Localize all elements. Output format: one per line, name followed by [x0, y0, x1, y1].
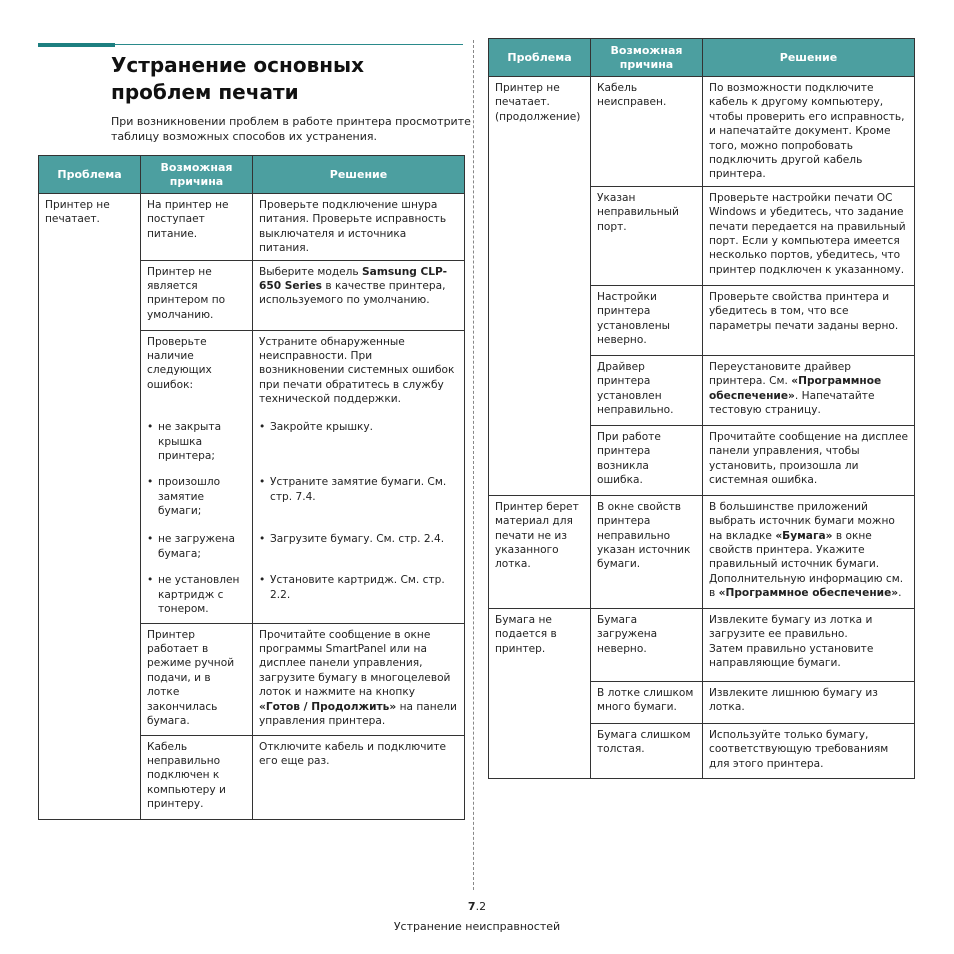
problem-cell: Бумага не подается в принтер. — [489, 608, 591, 778]
bullet-item — [259, 475, 458, 504]
text: в качестве принтера, используемого по умолчанию. — [259, 280, 446, 307]
page-title: Устранение основных проблем печати — [111, 53, 365, 104]
cause-cell: В лотке слишком много бумаги. — [591, 681, 703, 723]
bold-text: «Программное обеспечение» — [718, 587, 899, 600]
bullet-text: Закройте крышку. — [270, 421, 374, 434]
text: Извлеките лишнюю бумагу из лотка. — [709, 686, 878, 714]
bullet-item — [147, 420, 246, 463]
bullet-item — [259, 420, 458, 434]
solution-cell — [253, 260, 465, 330]
text: Проверьте подключение шнура питания. Проверьте исправность выключателя и источника питания. — [259, 199, 447, 255]
text: Прочитайте сообщение в окне программы SmartPanel или на дисплее панели управления, загрузите бумагу в многоцелевой лоток и нажмите на кнопку — [259, 628, 451, 699]
bullet-item — [147, 475, 246, 518]
solution-cell — [703, 681, 915, 723]
troubleshooting-table-right — [488, 38, 915, 779]
cause-cell: На принтер не поступает питание. — [141, 194, 253, 261]
solution-cell — [253, 416, 465, 471]
solution-cell — [703, 355, 915, 425]
header-cause: Возможная причина — [141, 156, 253, 194]
text: Прочитайте сообщение на дисплее панели управления, чтобы установить, произошла ли системная ошибка. — [709, 430, 908, 487]
intro-text: При возникновении проблем в работе принтера просмотрите таблицу возможных способов их устранения. — [111, 115, 471, 143]
text: Проверьте свойства принтера и убедитесь в том, что все параметры печати заданы верно. — [709, 290, 899, 332]
table-row — [39, 194, 465, 261]
table-header-row — [489, 39, 915, 77]
solution-cell — [703, 186, 915, 285]
solution-cell — [253, 194, 465, 261]
bullet-item — [259, 573, 458, 602]
bullet-icon: • — [259, 476, 266, 489]
bold-text: «Бумага» — [775, 529, 833, 542]
bullet-icon: • — [259, 574, 266, 587]
bold-text: «Готов / Продолжить» — [259, 700, 397, 713]
solution-cell — [703, 425, 915, 495]
header-problem: Проблема — [489, 39, 591, 77]
bullet-text: Устраните замятие бумаги. См. стр. 7.4. — [270, 476, 447, 503]
cause-cell — [141, 569, 253, 623]
text: Используйте только бумагу, соответствующую требованиям для этого принтера. — [709, 728, 889, 770]
bullet-icon: • — [147, 421, 154, 434]
bullet-icon: • — [147, 476, 154, 489]
cause-cell: Проверьте наличие следующих ошибок: — [141, 330, 253, 416]
problem-cell: Принтер берет материал для печати не из указанного лотка. — [489, 495, 591, 608]
cause-cell: Принтер работает в режиме ручной подачи, и в лотке закончилась бумага. — [141, 623, 253, 735]
cause-cell — [141, 471, 253, 528]
bullet-text: Установите картридж. См. стр. 2.2. — [270, 574, 445, 601]
header-problem: Проблема — [39, 156, 141, 194]
page-number: 7.2 — [467, 900, 487, 913]
text: Выберите модель — [259, 265, 363, 278]
header-solution: Решение — [253, 156, 465, 194]
text: По возможности подключите кабель к другому компьютеру, чтобы проверить его исправность, и напечатайте документ. Кроме того, можно попробовать подключить другой кабель принтера. — [709, 82, 905, 181]
table-header-row — [39, 156, 465, 194]
cause-cell: Настройки принтера установлены неверно. — [591, 285, 703, 355]
cause-cell: Кабель неправильно подключен к компьютеру и принтеру. — [141, 735, 253, 819]
solution-cell — [703, 285, 915, 355]
solution-cell — [703, 495, 915, 608]
bullet-icon: • — [259, 533, 266, 546]
cause-cell: Кабель неисправен. — [591, 77, 703, 187]
cause-cell — [141, 416, 253, 471]
text: Отключите кабель и подключите его еще раз. — [259, 740, 447, 768]
header-solution: Решение — [703, 39, 915, 77]
text: в окне свойств принтера. Укажите правильный источник бумаги. Дополнительную информацию см. в — [709, 529, 904, 600]
cause-cell: Указан неправильный порт. — [591, 186, 703, 285]
cause-cell: Драйвер принтера установлен неправильно. — [591, 355, 703, 425]
bullet-icon: • — [259, 421, 266, 434]
text: Устраните обнаруженные неисправности. При возникновении системных ошибок при печати обратитесь в службу технической поддержки. — [259, 335, 455, 406]
bullet-item — [259, 532, 458, 546]
cause-cell — [141, 528, 253, 569]
bullet-icon: • — [147, 574, 154, 587]
solution-cell — [253, 569, 465, 623]
header-cause: Возможная причина — [591, 39, 703, 77]
bullet-text: произошло замятие бумаги; — [158, 476, 221, 517]
bullet-item — [147, 532, 246, 561]
text: на панели управления принтера. — [259, 700, 457, 728]
text: Проверьте настройки печати ОС Windows и убедитесь, что задание печати передается на правильный порт. Если у компьютера имеется несколько портов, убедитесь, что принтер подключен к указанному. — [709, 191, 906, 276]
cause-cell: В окне свойств принтера неправильно указан источник бумаги. — [591, 495, 703, 608]
bullet-text: не закрыта крышка принтера; — [158, 421, 222, 462]
cause-cell: Принтер не является принтером по умолчанию. — [141, 260, 253, 330]
cause-cell: При работе принтера возникла ошибка. — [591, 425, 703, 495]
solution-cell — [253, 623, 465, 735]
column-divider — [473, 40, 474, 890]
bullet-icon: • — [147, 533, 154, 546]
solution-cell — [253, 471, 465, 528]
footer-section: Устранение неисправностей — [393, 920, 561, 933]
solution-cell — [703, 77, 915, 187]
bold-text: «Программное обеспечение» — [709, 375, 882, 402]
bullet-text: Загрузите бумагу. См. стр. 2.4. — [270, 533, 445, 546]
bullet-item — [147, 573, 246, 616]
solution-cell — [703, 608, 915, 681]
solution-cell — [253, 330, 465, 416]
bold-text: Samsung CLP-650 Series — [259, 265, 448, 293]
text: Переустановите драйвер принтера. См. — [709, 360, 851, 388]
cause-cell: Бумага слишком толстая. — [591, 723, 703, 778]
table-row — [489, 608, 915, 681]
solution-cell — [253, 735, 465, 819]
header-rule — [115, 44, 463, 45]
solution-cell — [253, 528, 465, 569]
text: . Напечатайте тестовую страницу. — [709, 389, 875, 417]
troubleshooting-table-left — [38, 155, 465, 820]
text: Извлеките бумагу из лотка и загрузите ее правильно. Затем правильно установите направляющие бумаги. — [709, 613, 874, 670]
cause-cell: Бумага загружена неверно. — [591, 608, 703, 681]
problem-cell: Принтер не печатает. (продолжение) — [489, 77, 591, 496]
problem-cell: Принтер не печатает. — [39, 194, 141, 820]
bullet-text: не установлен картридж с тонером. — [158, 574, 240, 615]
solution-cell — [703, 723, 915, 778]
accent-rule — [38, 43, 115, 47]
bullet-text: не загружена бумага; — [158, 533, 235, 560]
text: . — [898, 587, 902, 600]
text: В большинстве приложений выбрать источник бумаги можно на вкладке — [709, 500, 895, 542]
table-row — [489, 495, 915, 608]
table-row — [489, 77, 915, 187]
